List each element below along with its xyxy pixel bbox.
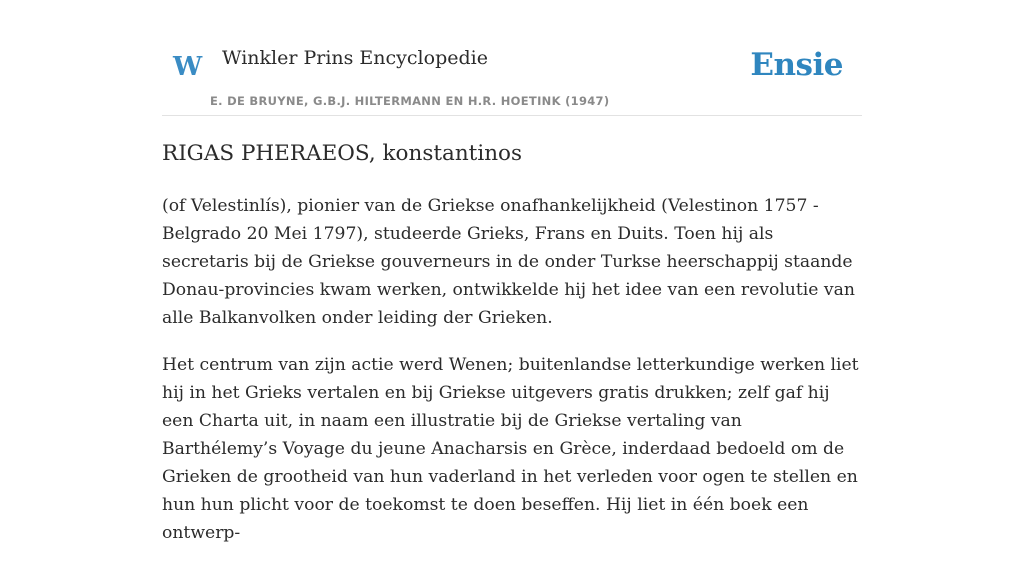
source-title[interactable]: Winkler Prins Encyclopedie	[222, 47, 488, 69]
winkler-prins-logo[interactable]: W	[173, 52, 203, 82]
source-header	[162, 0, 862, 116]
article-page	[162, 0, 862, 543]
entry-paragraph: Het centrum van zijn actie werd Wenen; buitenlandse letterkundige werken liet hij in het Grieks vertalen en bij Griekse uitgevers gratis drukken; zelf gaf hij een Charta uit, in naam een illustratie bij de Griekse vertaling van Barthélemy’s Voyage du jeune Anacharsis en Grèce, inderdaad bedoeld om de Grieken de grootheid van hun vaderland in het verleden voor ogen te stellen en hun hun plicht voor de toekomst te doen beseffen. Hij liet in één boek een ontwerp-	[162, 355, 859, 543]
entry-title: RIGAS PHERAEOS, konstantinos	[162, 141, 523, 166]
source-authors: E. DE BRUYNE, G.B.J. HILTERMANN EN H.R. HOETINK (1947)	[210, 94, 610, 108]
entry-body	[162, 192, 862, 566]
entry-paragraph: (of Velestinlís), pionier van de Griekse onafhankelijkheid (Velestinon 1757 - Belgrado 20 Mei 1797), studeerde Grieks, Frans en Duits. Toen hij als secretaris bij de Griekse gouverneurs in de onder Turkse heerschappij staande Donau-provincies kwam werken, ontwikkelde hij het idee van een revolutie van alle Balkanvolken onder leiding der Grieken.	[162, 196, 855, 328]
ensie-logo[interactable]: Ensie	[750, 47, 843, 83]
